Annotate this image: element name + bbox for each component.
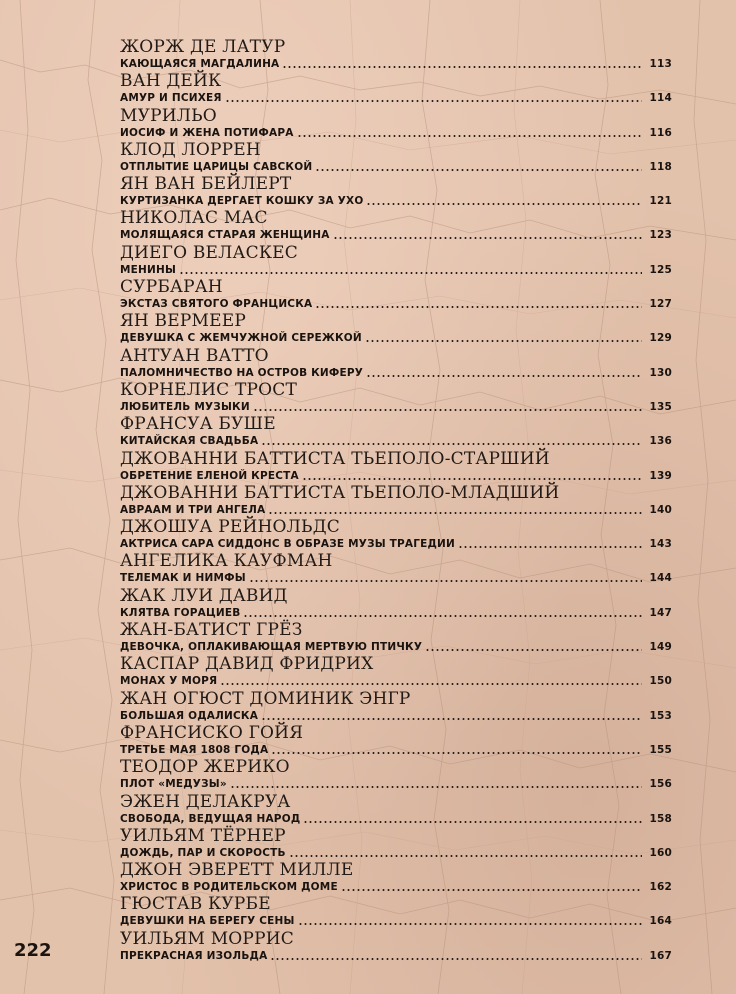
toc-entry — [120, 277, 672, 311]
toc-entry — [120, 37, 672, 71]
dot-leader — [289, 855, 642, 857]
toc-line — [120, 640, 672, 654]
toc-entry — [120, 689, 672, 723]
page-ref: 139 — [649, 469, 672, 482]
artist-name: ФРАНСИСКО ГОЙЯ — [120, 722, 304, 743]
toc-entry — [120, 826, 672, 860]
page-ref: 116 — [649, 126, 672, 139]
toc-line — [120, 846, 672, 860]
artwork-title: ПЛОТ «МЕДУЗЫ» — [120, 778, 227, 791]
toc-entry — [120, 174, 672, 208]
artist-name: ДЖОН ЭВЕРЕТТ МИЛЛЕ — [120, 860, 354, 881]
page-ref: 167 — [649, 949, 672, 962]
toc-line — [120, 57, 672, 71]
artist-name: ЖАК ЛУИ ДАВИД — [120, 585, 288, 606]
dot-leader — [271, 752, 642, 754]
artwork-title: МОЛЯЩАЯСЯ СТАРАЯ ЖЕНЩИНА — [120, 229, 330, 242]
toc-line — [120, 228, 672, 242]
artwork-title: ИОСИФ И ЖЕНА ПОТИФАРА — [120, 126, 294, 139]
dot-leader — [366, 375, 642, 377]
dot-leader — [341, 889, 642, 891]
toc-line — [120, 537, 672, 551]
page-ref: 150 — [649, 675, 672, 688]
page-ref: 123 — [649, 229, 672, 242]
dot-leader — [282, 66, 642, 68]
page-ref: 158 — [649, 812, 672, 825]
artist-name: ЖОРЖ ДЕ ЛАТУР — [120, 37, 286, 57]
page-ref: 153 — [649, 709, 672, 722]
dot-leader — [365, 340, 642, 342]
toc-entry — [120, 586, 672, 620]
page-ref: 135 — [649, 400, 672, 413]
toc-entry — [120, 551, 672, 585]
toc-line — [120, 126, 672, 140]
page-ref: 162 — [649, 881, 672, 894]
toc-line — [120, 674, 672, 688]
dot-leader — [230, 786, 642, 788]
dot-leader — [249, 580, 642, 582]
artwork-title: АМУР И ПСИХЕЯ — [120, 92, 222, 105]
page-ref: 125 — [649, 263, 672, 276]
page-ref: 129 — [649, 332, 672, 345]
artwork-title: МЕНИНЫ — [120, 263, 177, 276]
toc-entry — [120, 71, 672, 105]
toc-line — [120, 777, 672, 791]
page-ref: 121 — [649, 195, 672, 208]
dot-leader — [298, 923, 642, 925]
artist-name: СУРБАРАН — [120, 277, 223, 298]
artist-name: ДИЕГО ВЕЛАСКЕС — [120, 242, 298, 263]
toc-line — [120, 91, 672, 105]
artwork-title: АВРААМ И ТРИ АНГЕЛА — [120, 503, 266, 516]
toc-entry — [120, 414, 672, 448]
toc-line — [120, 263, 672, 277]
artwork-title: ТЕЛЕМАК И НИМФЫ — [120, 572, 246, 585]
toc-line — [120, 469, 672, 483]
artist-name: ГЮСТАВ КУРБЕ — [120, 894, 271, 915]
artist-name: ЯН ВЕРМЕЕР — [120, 311, 246, 332]
dot-leader — [270, 958, 642, 960]
toc-line — [120, 709, 672, 723]
artist-name: ТЕОДОР ЖЕРИКО — [120, 757, 290, 778]
dot-leader — [425, 649, 642, 651]
toc-line — [120, 434, 672, 448]
artist-name: УИЛЬЯМ ТЁРНЕР — [120, 825, 286, 846]
toc-entry — [120, 757, 672, 791]
page-ref: 113 — [649, 58, 672, 70]
toc-line — [120, 743, 672, 757]
toc-line — [120, 366, 672, 380]
dot-leader — [315, 169, 642, 171]
toc-line — [120, 949, 672, 963]
page-ref: 160 — [649, 846, 672, 859]
dot-leader — [315, 306, 642, 308]
artwork-title: ДЕВОЧКА, ОПЛАКИВАЮЩАЯ МЕРТВУЮ ПТИЧКУ — [120, 641, 423, 654]
toc-entry — [120, 929, 672, 963]
dot-leader — [261, 718, 642, 720]
artwork-title: ОБРЕТЕНИЕ ЕЛЕНОЙ КРЕСТА — [120, 469, 299, 482]
toc-entry — [120, 483, 672, 517]
artwork-title: АКТРИСА САРА СИДДОНС В ОБРАЗЕ МУЗЫ ТРАГЕДИИ — [120, 538, 456, 551]
toc-entry — [120, 860, 672, 894]
artist-name: МУРИЛЬО — [120, 105, 217, 126]
page-ref: 140 — [649, 503, 672, 516]
page-ref: 164 — [649, 915, 672, 928]
page-ref: 114 — [649, 92, 672, 105]
artwork-title: ХРИСТОС В РОДИТЕЛЬСКОМ ДОМЕ — [120, 881, 338, 894]
artist-name: КЛОД ЛОРРЕН — [120, 139, 261, 160]
artist-name: ЭЖЕН ДЕЛАКРУА — [120, 791, 291, 812]
page-ref: 143 — [649, 538, 672, 551]
toc-line — [120, 160, 672, 174]
toc-entry — [120, 311, 672, 345]
artwork-title: КУРТИЗАНКА ДЕРГАЕТ КОШКУ ЗА УХО — [120, 195, 364, 208]
toc-entry — [120, 346, 672, 380]
artwork-title: ДЕВУШКИ НА БЕРЕГУ СЕНЫ — [120, 915, 295, 928]
page-ref: 118 — [649, 160, 672, 173]
toc-entry — [120, 654, 672, 688]
page-ref: 144 — [649, 572, 672, 585]
artwork-title: МОНАХ У МОРЯ — [120, 675, 218, 688]
toc-line — [120, 400, 672, 414]
dot-leader — [333, 237, 642, 239]
artwork-title: КАЮЩАЯСЯ МАГДАЛИНА — [120, 58, 280, 70]
toc-entry — [120, 380, 672, 414]
artwork-title: ЭКСТАЗ СВЯТОГО ФРАНЦИСКА — [120, 298, 313, 311]
artist-name: ЖАН ОГЮСТ ДОМИНИК ЭНГР — [120, 688, 411, 709]
toc-line — [120, 571, 672, 585]
toc-entry — [120, 106, 672, 140]
toc-line — [120, 297, 672, 311]
toc-line — [120, 880, 672, 894]
toc-line — [120, 812, 672, 826]
artwork-title: ОТПЛЫТИЕ ЦАРИЦЫ САВСКОЙ — [120, 160, 313, 173]
artist-name: ДЖОВАННИ БАТТИСТА ТЬЕПОЛО-МЛАДШИЙ — [120, 482, 560, 503]
page-ref: 136 — [649, 435, 672, 448]
artist-name: ВАН ДЕЙК — [120, 71, 222, 92]
artwork-title: ПРЕКРАСНАЯ ИЗОЛЬДА — [120, 949, 268, 962]
artist-name: УИЛЬЯМ МОРРИС — [120, 928, 294, 949]
toc-entry — [120, 208, 672, 242]
artist-name: КОРНЕЛИС ТРОСТ — [120, 379, 298, 400]
page-ref: 149 — [649, 641, 672, 654]
toc-line — [120, 194, 672, 208]
artist-name: ДЖОШУА РЕЙНОЛЬДС — [120, 517, 340, 538]
toc-entry — [120, 140, 672, 174]
toc-entry — [120, 243, 672, 277]
toc-entry — [120, 894, 672, 928]
artist-name: ДЖОВАННИ БАТТИСТА ТЬЕПОЛО-СТАРШИЙ — [120, 448, 550, 469]
artwork-title: СВОБОДА, ВЕДУЩАЯ НАРОД — [120, 812, 301, 825]
page-ref: 155 — [649, 743, 672, 756]
dot-leader — [268, 512, 642, 514]
table-of-contents — [120, 37, 672, 963]
dot-leader — [297, 135, 642, 137]
dot-leader — [261, 443, 642, 445]
toc-line — [120, 503, 672, 517]
artwork-title: КЛЯТВА ГОРАЦИЕВ — [120, 606, 241, 619]
artwork-title: БОЛЬШАЯ ОДАЛИСКА — [120, 709, 259, 722]
page-ref: 156 — [649, 778, 672, 791]
page-ref: 147 — [649, 606, 672, 619]
page-number: 222 — [14, 940, 52, 961]
page-ref: 130 — [649, 366, 672, 379]
artist-name: НИКОЛАС МАС — [120, 208, 268, 229]
dot-leader — [302, 478, 642, 480]
toc-entry — [120, 449, 672, 483]
toc-line — [120, 606, 672, 620]
artwork-title: ПАЛОМНИЧЕСТВО НА ОСТРОВ КИФЕРУ — [120, 366, 364, 379]
dot-leader — [366, 203, 642, 205]
artwork-title: ЛЮБИТЕЛЬ МУЗЫКИ — [120, 400, 250, 413]
toc-line — [120, 331, 672, 345]
dot-leader — [179, 272, 642, 274]
artist-name: КАСПАР ДАВИД ФРИДРИХ — [120, 654, 374, 675]
dot-leader — [243, 615, 642, 617]
dot-leader — [458, 546, 642, 548]
toc-entry — [120, 792, 672, 826]
dot-leader — [253, 409, 642, 411]
dot-leader — [303, 821, 642, 823]
toc-entry — [120, 517, 672, 551]
toc-entry — [120, 620, 672, 654]
artist-name: ЖАН-БАТИСТ ГРЁЗ — [120, 620, 303, 641]
artist-name: АНТУАН ВАТТО — [120, 345, 269, 366]
artwork-title: ДЕВУШКА С ЖЕМЧУЖНОЙ СЕРЕЖКОЙ — [120, 332, 362, 345]
dot-leader — [225, 100, 642, 102]
artist-name: ЯН ВАН БЕЙЛЕРТ — [120, 174, 292, 195]
toc-line — [120, 914, 672, 928]
page-ref: 127 — [649, 298, 672, 311]
toc-entry — [120, 723, 672, 757]
artist-name: АНГЕЛИКА КАУФМАН — [120, 551, 333, 572]
artist-name: ФРАНСУА БУШЕ — [120, 414, 276, 435]
artwork-title: ТРЕТЬЕ МАЯ 1808 ГОДА — [120, 743, 269, 756]
artwork-title: ДОЖДЬ, ПАР И СКОРОСТЬ — [120, 846, 286, 859]
dot-leader — [220, 683, 642, 685]
artwork-title: КИТАЙСКАЯ СВАДЬБА — [120, 435, 259, 448]
